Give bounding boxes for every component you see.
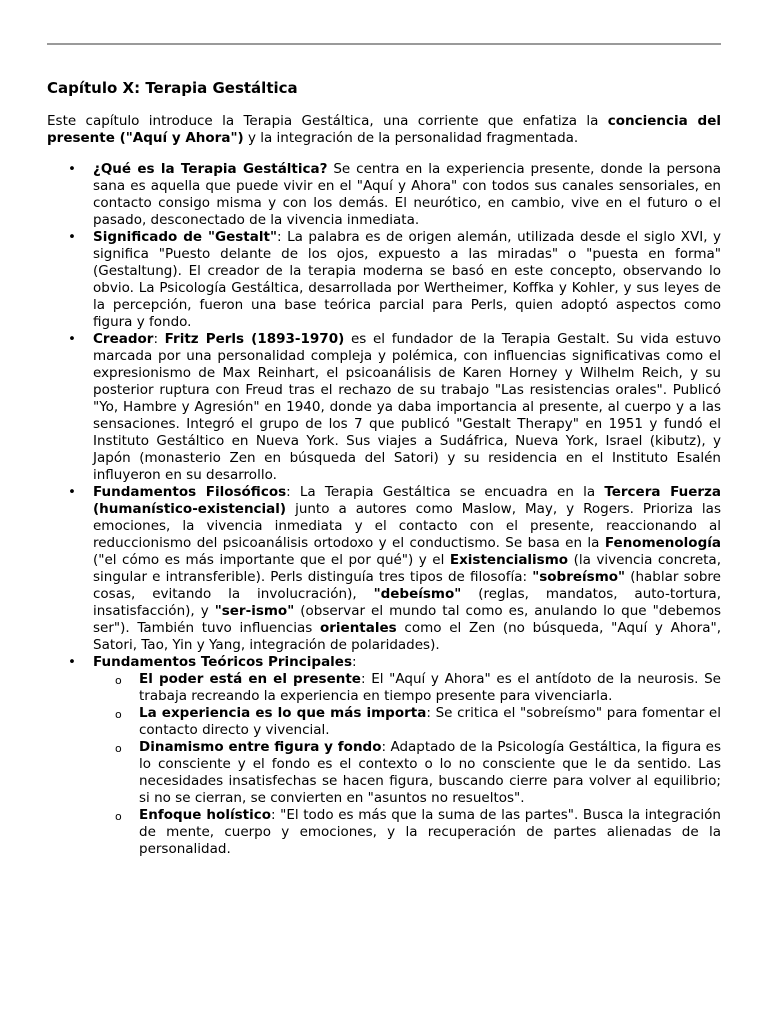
list-item-fundamentos-filosoficos: • Fundamentos Filosóficos: La Terapia Gestáltica se encuadra en la Tercera Fuerza (humanístico-existencial) junto a autores como Maslow, May, y Rogers. Prioriza las emociones, la vivencia inmediata y el contacto con el presente, reaccionando al reduccionismo del psicoanálisis ortodoxo y el conductismo. Se basa en la Fenomenología ("el cómo es más importante que el por qué") y el Existencialismo (la vivencia concreta, singular e intransferible). Perls distinguía tres tipos de filosofía: "sobreísmo" (hablar sobre cosas, evitando la involucración), "debeísmo" (reglas, mandatos, auto-tortura, insatisfacción), y "ser-ismo" (observar el mundo tal como es, anulando lo que "debemos ser"). También tuvo influencias orientales como el Zen (no búsqueda, "Aquí y Ahora", Satori, Tao, Yin y Yang, integración de polaridades). <box>47 484 721 654</box>
top-rule <box>47 43 721 45</box>
chapter-title: Capítulo X: Terapia Gestáltica <box>47 79 298 97</box>
list-item-significado: • Significado de "Gestalt": La palabra es de origen alemán, utilizada desde el siglo XVI, y significa "Puesto delante de los ojos, expuesto a las miradas" o "puesta en forma" (Gestaltung). El creador de la terapia moderna se basó en este concepto, observando lo obvio. La Psicología Gestáltica, desarrollada por Wertheimer, Koffka y Kohler, y sus leyes de la percepción, fueron una base teórica parcial para Perls, quien adoptó aspectos como figura y fondo. <box>47 229 721 331</box>
sub-item-figura-fondo: o Dinamismo entre figura y fondo: Adaptado de la Psicología Gestáltica, la figura es lo consciente y el fondo es el contexto o lo no consciente que le da sentido. Las necesidades insatisfechas se hacen figura, buscando cierre para volver al equilibrio; si no se cierran, se convierten en "asuntos no resueltos". <box>93 739 721 807</box>
list-item-fundamentos-teoricos: • Fundamentos Teóricos Principales: o El poder está en el presente: El "Aquí y Ahora" es el antídoto de la neurosis. Se trabaja recreando la experiencia en tiempo presente para vivenciarla. o La experiencia es lo que más importa: Se critica el "sobreísmo" para fomentar el contacto directo y vivencial. o Dinamismo entre figura y fondo: Adaptado de la Psicología Gestáltica, la figura es lo consciente y el fondo es el contexto o lo no consciente que le da sentido. Las necesidades insatisfechas se hacen figura, buscando cierre para volver al equilibrio; si no se cierran, se convierten en "asuntos no resueltos". o Enfoque holístico: "El todo es más que la suma de las partes". Busca la integración de mente, cuerpo y emociones, y la recuperación de partes alienadas de la personalidad. <box>47 654 721 858</box>
topic-list <box>47 161 721 858</box>
sub-item-poder-presente: o El poder está en el presente: El "Aquí y Ahora" es el antídoto de la neurosis. Se trabaja recreando la experiencia en tiempo presente para vivenciarla. <box>93 671 721 705</box>
sub-item-experiencia: o La experiencia es lo que más importa: Se critica el "sobreísmo" para fomentar el contacto directo y vivencial. <box>93 705 721 739</box>
intro-paragraph: Este capítulo introduce la Terapia Gestáltica, una corriente que enfatiza la conciencia del presente ("Aquí y Ahora") y la integración de la personalidad fragmentada. <box>47 113 721 146</box>
list-item-creador: • Creador: Fritz Perls (1893-1970) es el fundador de la Terapia Gestalt. Su vida estuvo marcada por una personalidad compleja y polémica, con influencias significativas como el expresionismo de Max Reinhart, el psicoanálisis de Karen Horney y Wilhelm Reich, y su posterior ruptura con Freud tras el rechazo de su trabajo "Las resistencias orales". Publicó "Yo, Hambre y Agresión" en 1940, donde ya daba importancia al presente, al cuerpo y a las sensaciones. Integró el grupo de los 7 que publicó "Gestalt Therapy" en 1951 y fundó el Instituto Gestáltico en Nueva York. Sus viajes a Sudáfrica, Nueva York, Israel (kibutz), y Japón (monasterio Zen en búsqueda del Satori) y su residencia en el Instituto Esalén influyeron en su desarrollo. <box>47 331 721 484</box>
sub-list <box>93 671 721 858</box>
sub-item-holistico: o Enfoque holístico: "El todo es más que la suma de las partes". Busca la integración de mente, cuerpo y emociones, y la recuperación de partes alienadas de la personalidad. <box>93 807 721 858</box>
document-page <box>47 78 721 858</box>
list-item-que-es: • ¿Qué es la Terapia Gestáltica? Se centra en la experiencia presente, donde la persona sana es aquella que puede vivir en el "Aquí y Ahora" con todos sus canales sensoriales, en contacto consigo misma y con los demás. El neurótico, en cambio, vive en el futuro o el pasado, desconectado de la vivencia inmediata. <box>47 161 721 229</box>
